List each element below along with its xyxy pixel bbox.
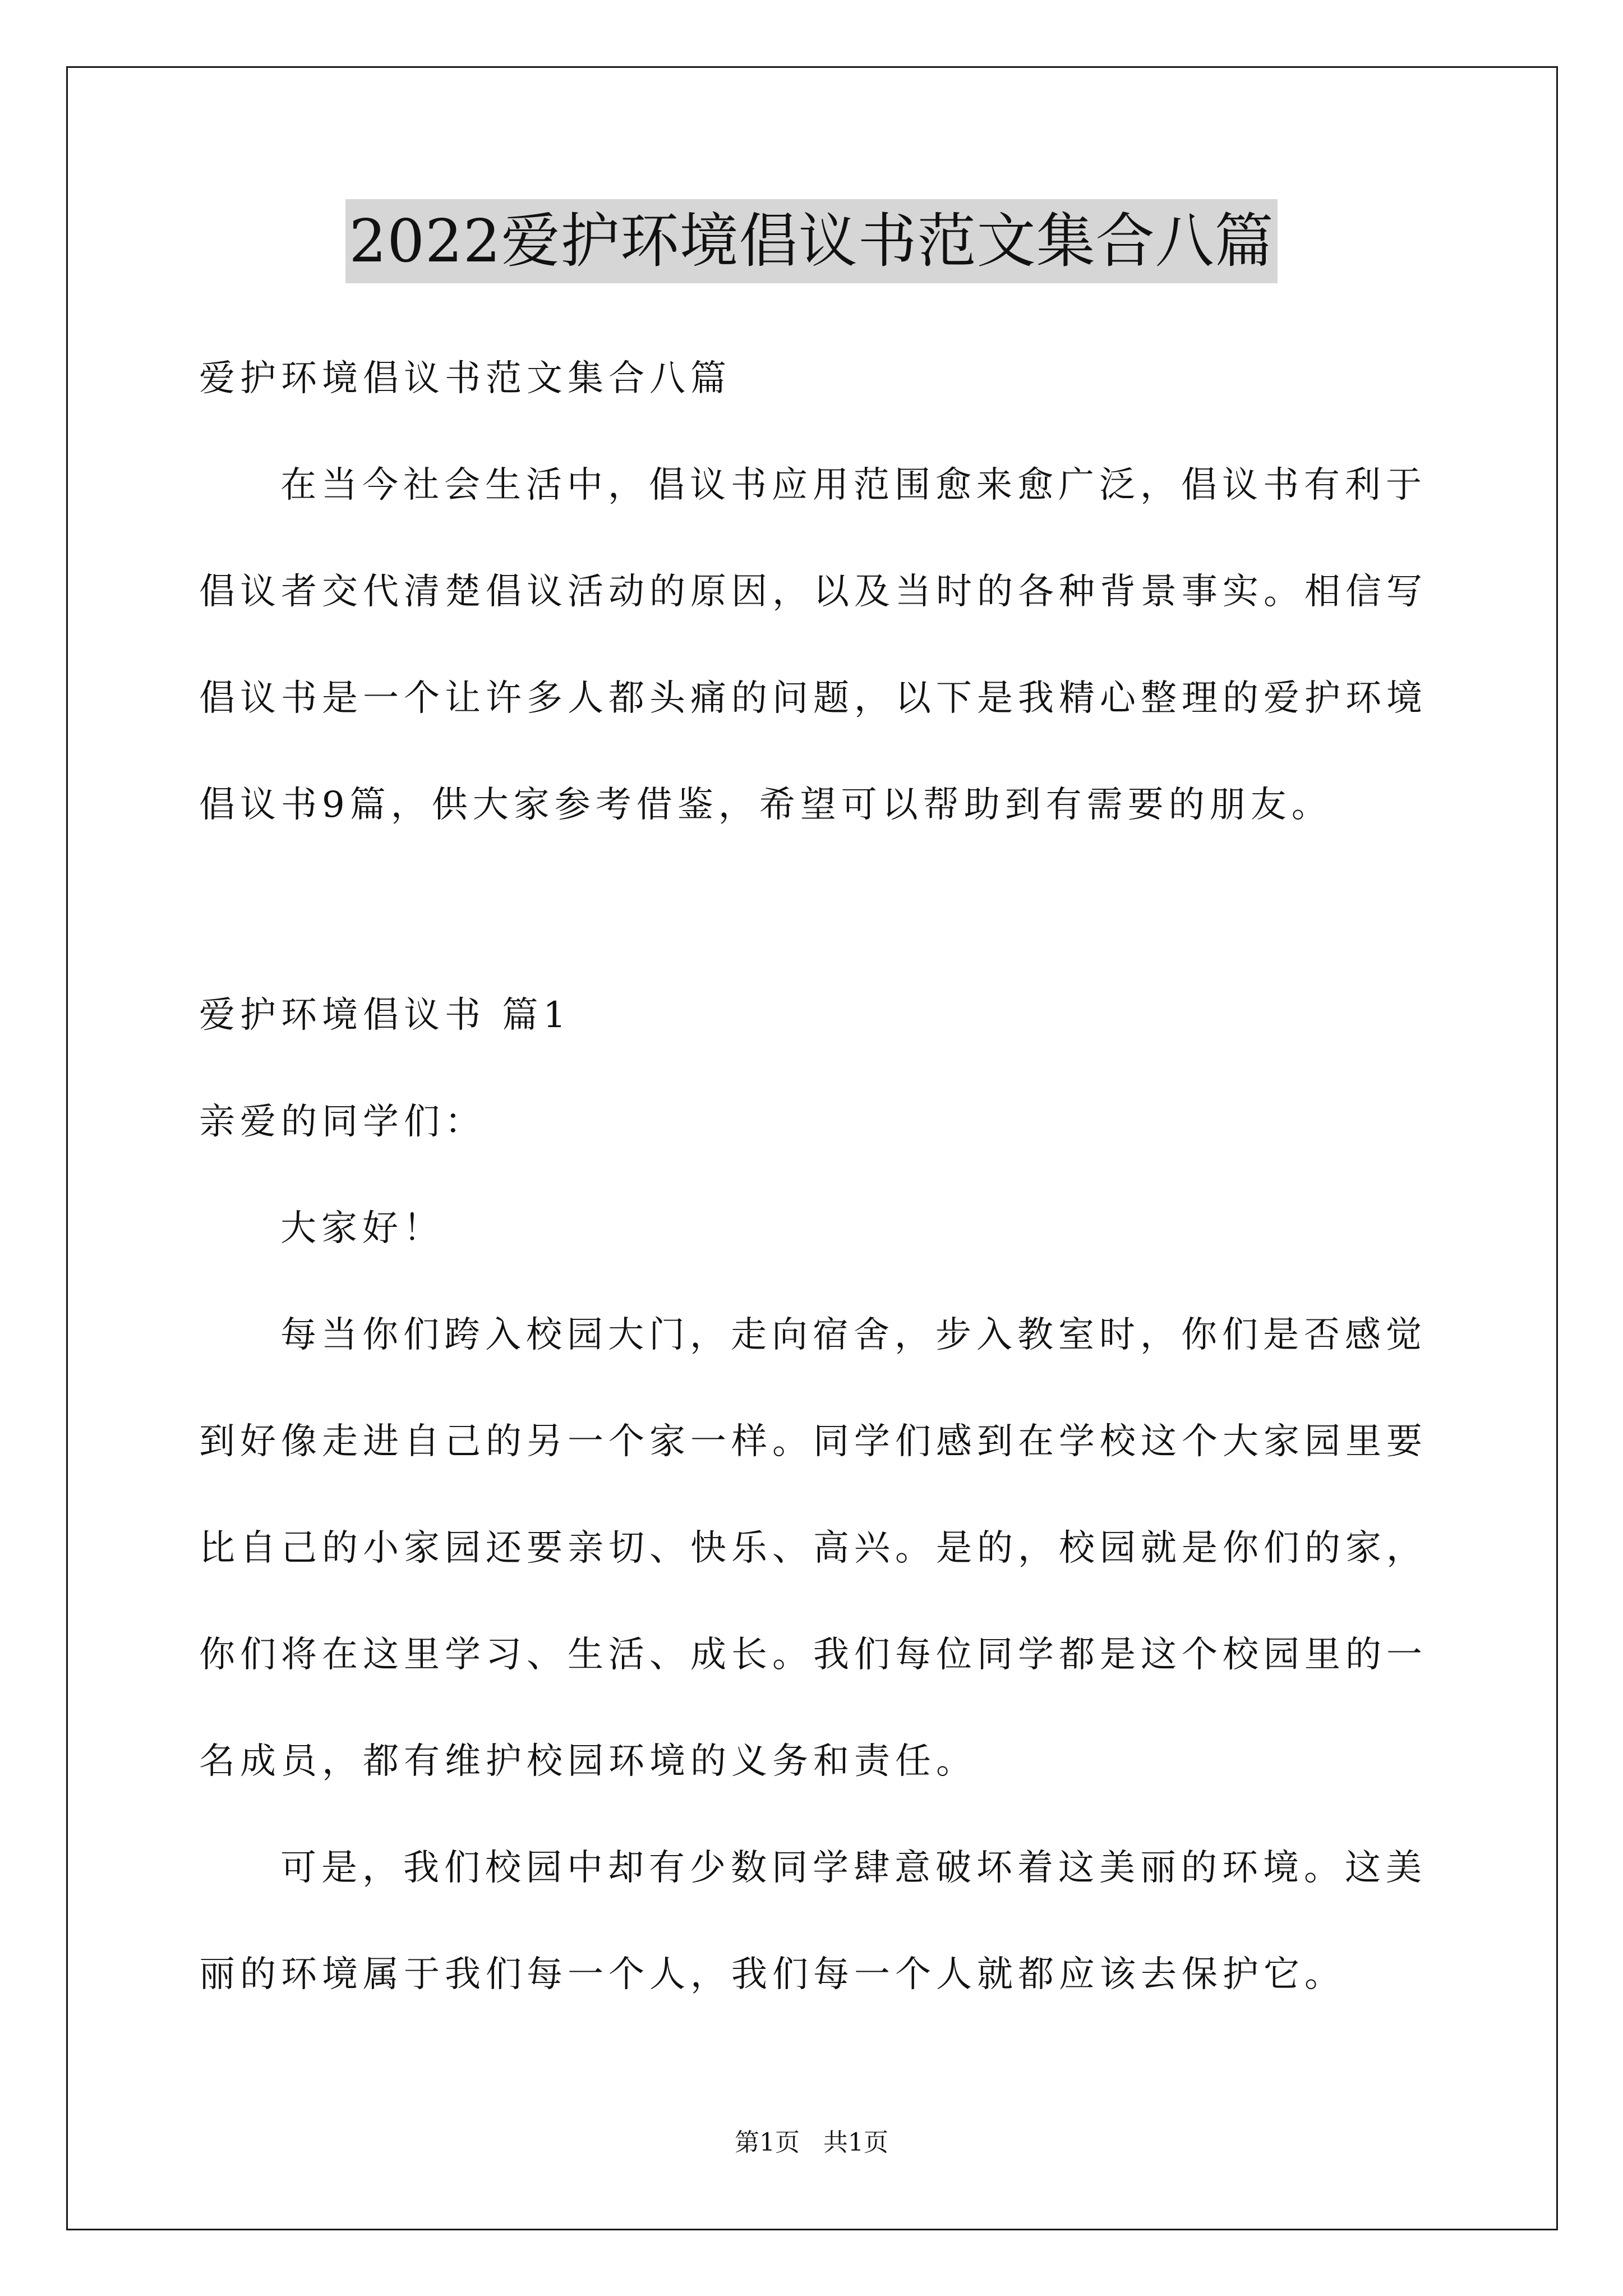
paragraph-line: 每当你们跨入校园大门，走向宿舍，步入教室时，你们是否感觉 [280,1314,1427,1356]
intro-line: 倡议书9篇，供大家参考借鉴，希望可以帮助到有需要的朋友。 [199,784,1332,826]
paragraph-line: 丽的环境属于我们每一个人，我们每一个人就都应该去保护它。 [199,1954,1345,1995]
greeting: 大家好！ [280,1208,444,1249]
salutation: 亲爱的同学们： [199,1101,486,1143]
title-container [0,199,1623,283]
paragraph-line: 名成员，都有维护校园环境的义务和责任。 [199,1741,977,1782]
paragraph-line: 到好像走进自己的另一个家一样。同学们感到在学校这个大家园里要 [199,1421,1427,1462]
document-title: 2022爱护环境倡议书范文集合八篇 [345,199,1277,283]
intro-line: 倡议书是一个让许多人都头痛的问题，以下是我精心整理的爱护环境 [199,678,1427,719]
intro-line: 在当今社会生活中，倡议书应用范围愈来愈广泛，倡议书有利于 [280,464,1427,506]
paragraph-line: 比自己的小家园还要亲切、快乐、高兴。是的，校园就是你们的家， [199,1527,1427,1569]
intro-line: 倡议者交代清楚倡议活动的原因，以及当时的各种背景事实。相信写 [199,571,1427,613]
paragraph-line: 你们将在这里学习、生活、成长。我们每位同学都是这个校园里的一 [199,1634,1427,1676]
page-footer: 第1页 共1页 [735,2128,888,2157]
paragraph-line: 可是，我们校园中却有少数同学肆意破坏着这美丽的环境。这美 [280,1847,1427,1889]
document-subtitle: 爱护环境倡议书范文集合八篇 [199,358,731,399]
section-heading: 爱护环境倡议书 篇1 [199,995,571,1036]
